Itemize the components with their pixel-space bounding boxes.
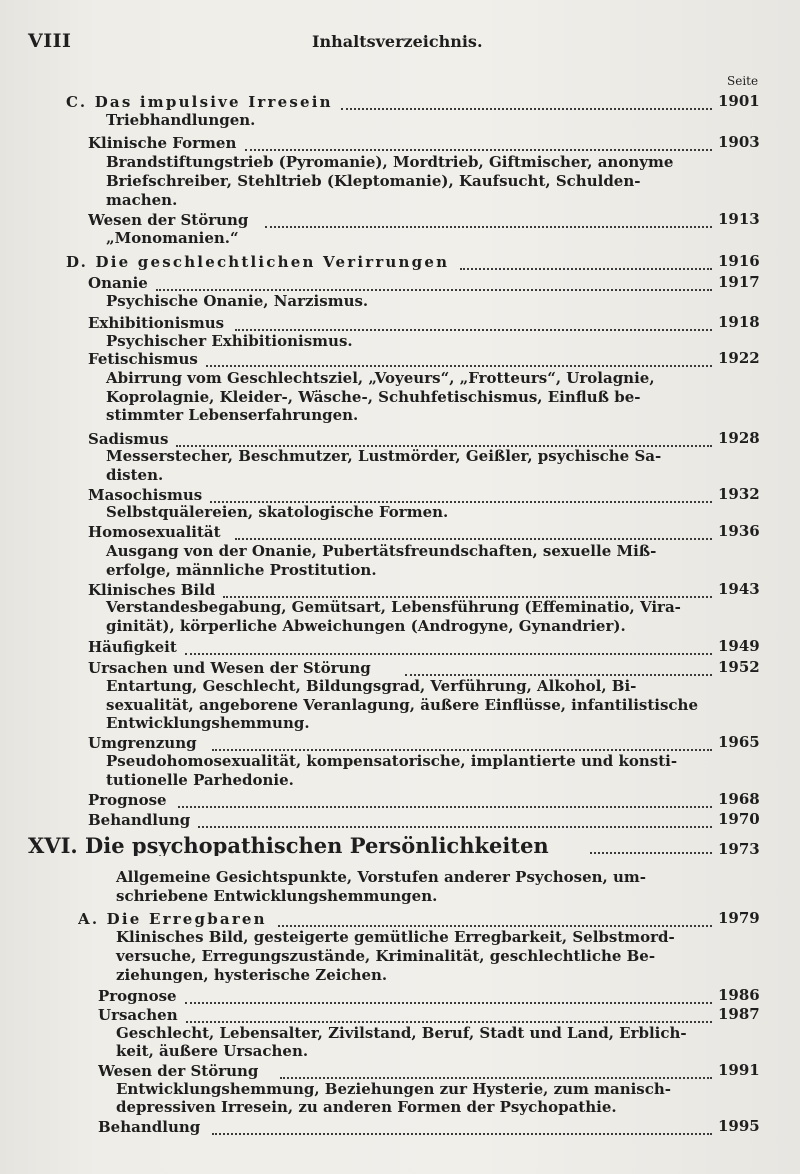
toc-entry-pr2[interactable] [98,986,800,1006]
toc-entry-description: Abirrung vom Geschlechtsziel, „Voyeurs“, „Frotteurs“, Urolagnie, [106,369,655,387]
dot-leader [198,810,712,828]
toc-entry-description: depressiven Irresein, zu anderen Formen der Psychopathie. [116,1098,617,1116]
toc-entry-label: Häufigkeit [88,638,177,656]
dot-leader [341,92,712,110]
toc-entry-fe[interactable] [88,349,800,369]
toc-page-number: 1928 [718,429,760,447]
dot-leader [223,580,712,598]
toc-page-number: 1970 [718,810,760,828]
toc-entry-on[interactable] [88,273,800,293]
toc-entry-label: Behandlung [98,1118,201,1136]
toc-entry-description: „Monomanien.“ [106,229,239,247]
toc-entry-a[interactable] [78,909,800,929]
toc-entry-label: Wesen der Störung [88,211,249,229]
toc-entry-description: Psychischer Exhibitionismus. [106,332,353,350]
dot-leader [156,273,712,291]
toc-entry-label: A. Die Erregbaren [78,910,267,928]
toc-entry-ur[interactable] [98,1005,800,1025]
toc-entry-ho[interactable] [88,522,800,542]
toc-page-number: 1965 [718,733,760,751]
dot-leader [235,313,712,331]
toc-entry-xvi[interactable] [28,836,800,856]
toc-entry-label: Behandlung [88,811,191,829]
toc-page-number: 1916 [718,252,760,270]
toc-entry-label: C. Das impulsive Irresein [66,93,333,111]
toc-entry-description: sexualität, angeborene Veranlagung, äußere Einflüsse, infantilistische [106,696,698,714]
dot-leader [265,210,712,228]
toc-entry-description: Pseudohomosexualität, kompensatorische, implantierte und konsti- [106,752,678,770]
toc-entry-ma[interactable] [88,485,800,505]
toc-entry-description: versuche, Erregungszustände, Kriminalität, geschlechtliche Be- [116,947,656,965]
dot-leader [405,658,712,676]
toc-entry-description: Briefschreiber, Stehltrieb (Kleptomanie), Kaufsucht, Schulden- [106,172,641,190]
toc-entry-kb[interactable] [88,580,800,600]
toc-entry-label: Masochismus [88,486,203,504]
toc-page-number: 1901 [718,92,760,110]
toc-entry-description: tutionelle Parhedonie. [106,771,294,789]
toc-entry-description: Entwicklungshemmung. [106,714,310,732]
toc-entry-description: Ausgang von der Onanie, Pubertätsfreundschaften, sexuelle Miß- [106,542,657,560]
toc-entry-label: Klinisches Bild [88,581,216,599]
toc-entry-description: Verstandesbegabung, Gemütsart, Lebensführung (Effeminatio, Vira- [106,598,681,616]
toc-entry-description: Selbstquälereien, skatologische Formen. [106,503,449,521]
dot-leader [210,485,712,503]
toc-entry-description: Entartung, Geschlecht, Bildungsgrad, Verführung, Alkohol, Bi- [106,677,637,695]
toc-entry-ug[interactable] [88,733,800,753]
dot-leader [590,836,712,854]
toc-entry-description: ginität), körperliche Abweichungen (Androgyne, Gynandrier). [106,617,626,635]
toc-entry-be[interactable] [88,810,800,830]
toc-entry-label: XVI. Die psychopathischen Persönlichkeiten [28,836,549,856]
toc-entry-description: stimmter Lebenserfahrungen. [106,406,359,424]
toc-entry-description: machen. [106,191,178,209]
toc-entry-label: Prognose [98,987,177,1005]
toc-page-number: 1973 [718,840,760,858]
toc-entry-ws2[interactable] [98,1061,800,1081]
dot-leader [278,909,712,927]
toc-page-number: 1949 [718,637,760,655]
toc-entry-label: Prognose [88,791,167,809]
dot-leader [186,1005,712,1023]
toc-page-number: 1913 [718,210,760,228]
toc-page-number: 1979 [718,909,760,927]
toc-entry-description: schriebene Entwicklungshemmungen. [116,887,438,905]
toc-entry-description: Geschlecht, Lebensalter, Zivilstand, Beruf, Stadt und Land, Erblich- [116,1024,687,1042]
toc-page-number: 1986 [718,986,760,1004]
toc-entry-description: erfolge, männliche Prostitution. [106,561,377,579]
toc-entry-uw[interactable] [88,658,800,678]
toc-page-number: 1922 [718,349,760,367]
toc-entry-description: keit, äußere Ursachen. [116,1042,309,1060]
toc-page-number: 1918 [718,313,760,331]
toc-entry-description: Brandstiftungstrieb (Pyromanie), Mordtrieb, Giftmischer, anonyme [106,153,674,171]
toc-entry-description: Klinisches Bild, gesteigerte gemütliche Erregbarkeit, Selbstmord- [116,928,675,946]
toc-entry-be2[interactable] [98,1117,800,1137]
toc-entry-label: D. Die geschlechtlichen Verirrungen [66,253,450,271]
toc-entry-description: Koprolagnie, Kleider-, Wäsche-, Schuhfetischismus, Einfluß be- [106,388,641,406]
toc-entry-label: Fetischismus [88,350,198,368]
toc-page-number: 1932 [718,485,760,503]
toc-entry-ex[interactable] [88,313,800,333]
toc-entry-label: Onanie [88,274,148,292]
seite-column-label: Seite [727,74,759,88]
toc-entry-c[interactable] [66,92,800,112]
toc-entry-label: Wesen der Störung [98,1062,259,1080]
toc-entry-label: Homosexualität [88,523,221,541]
toc-entry-description: Triebhandlungen. [106,111,256,129]
toc-entry-label: Sadismus [88,430,169,448]
toc-entry-d[interactable] [66,252,800,272]
dot-leader [280,1061,712,1079]
toc-page-number: 1991 [718,1061,760,1079]
toc-entry-label: Umgrenzung [88,734,197,752]
dot-leader [206,349,712,367]
toc-entry-ws[interactable] [88,210,800,230]
toc-page-number: 1917 [718,273,760,291]
toc-entry-description: Messerstecher, Beschmutzer, Lustmörder, Geißler, psychische Sa- [106,447,662,465]
toc-page-number: 1903 [718,133,760,151]
toc-entry-description: Psychische Onanie, Narzismus. [106,292,369,310]
toc-entry-label: Ursachen [98,1006,178,1024]
toc-page-number: 1968 [718,790,760,808]
dot-leader [178,790,712,808]
toc-entry-description: Allgemeine Gesichtspunkte, Vorstufen anderer Psychosen, um- [116,868,646,886]
dot-leader [212,733,712,751]
dot-leader [245,133,712,151]
dot-leader [235,522,712,540]
toc-page-number: 1943 [718,580,760,598]
toc-entry-label: Exhibitionismus [88,314,225,332]
toc-entry-sa[interactable] [88,429,800,449]
toc-entry-pr[interactable] [88,790,800,810]
dot-leader [176,429,712,447]
dot-leader [460,252,712,270]
toc-page-number: 1995 [718,1117,760,1135]
toc-page-number: 1936 [718,522,760,540]
toc-entry-label: Klinische Formen [88,134,237,152]
dot-leader [212,1117,712,1135]
toc-page-number: 1952 [718,658,760,676]
toc-entry-hf[interactable] [88,637,800,657]
toc-entry-label: Ursachen und Wesen der Störung [88,659,371,677]
dot-leader [185,986,712,1004]
toc-entry-description: disten. [106,466,164,484]
toc-entry-kf[interactable] [88,133,800,153]
dot-leader [185,637,712,655]
toc-entry-description: ziehungen, hysterische Zeichen. [116,966,388,984]
page-title: Inhaltsverzeichnis. [312,32,483,51]
toc-page-number: 1987 [718,1005,760,1023]
page-number-roman: VIII [28,30,72,52]
toc-entry-description: Entwicklungshemmung, Beziehungen zur Hysterie, zum manisch- [116,1080,672,1098]
